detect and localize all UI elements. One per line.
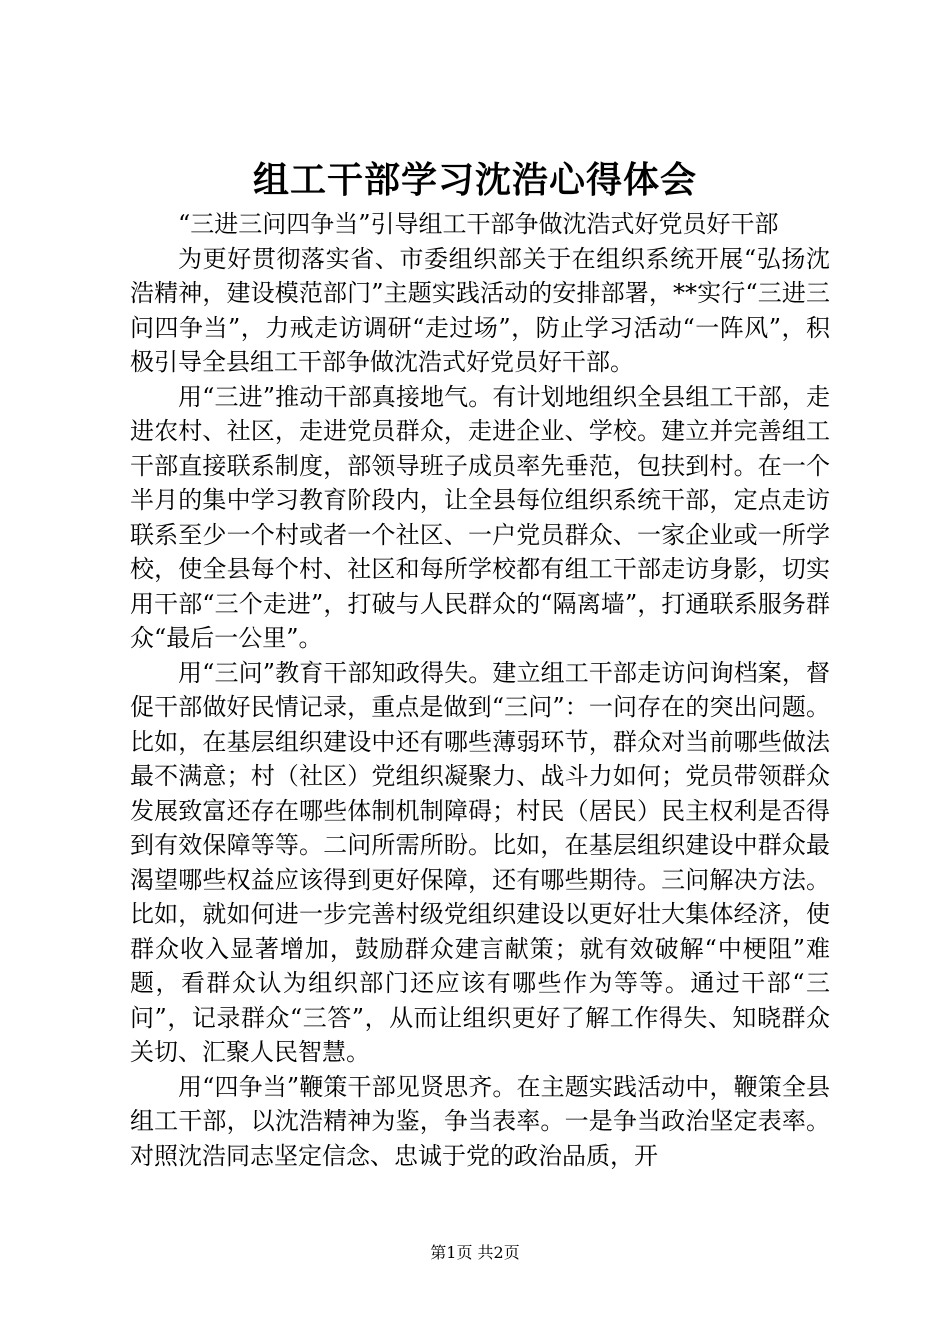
- paragraph-subtitle: “三进三问四争当”引导组工干部争做沈浩式好党员好干部: [178, 210, 779, 238]
- document-title: 组工干部学习沈浩心得体会: [252, 159, 697, 201]
- paragraph-san-jin: 用“三进”推动干部真接地气。有计划地组织全县组工干部，走进农村、社区，走进党员群众，走进企业、学校。建立并完善组工干部直接联系制度，部领导班子成员率先垂范，包扶到村。在一个半月的集中学习教育阶段内，让全县每位组织系统干部，定点走访联系至少一个村或者一个社区、一户党员群众、一家企业或一所学校，使全县每个村、社区和每所学校都有组工干部走访身影，切实用干部“三个走进”，打破与人民群众的“隔离墙”，打通联系服务群众“最后一公里”。: [130, 382, 830, 652]
- paragraph-intro: 为更好贯彻落实省、市委组织部关于在组织系统开展“弘扬沈浩精神，建设模范部门”主题实践活动的安排部署，**实行“三进三问四争当”，力戒走访调研“走过场”，防止学习活动“一阵风”，积极引导全县组工干部争做沈浩式好党员好干部。: [130, 244, 830, 376]
- paragraph-si-zheng-dang: 用“四争当”鞭策干部见贤思齐。在主题实践活动中，鞭策全县组工干部，以沈浩精神为鉴，争当表率。一是争当政治坚定表率。对照沈浩同志坚定信念、忠诚于党的政治品质，开: [130, 1072, 830, 1170]
- paragraph-san-wen: 用“三问”教育干部知政得失。建立组工干部走访问询档案，督促干部做好民情记录，重点是做到“三问”：一问存在的突出问题。比如，在基层组织建设中还有哪些薄弱环节，群众对当前哪些做法最不满意；村（社区）党组织凝聚力、战斗力如何；党员带领群众发展致富还存在哪些体制机制障碍；村民（居民）民主权利是否得到有效保障等等。二问所需所盼。比如，在基层组织建设中群众最渴望哪些权益应该得到更好保障，还有哪些期待。三问解决方法。比如，就如何进一步完善村级党组织建设以更好壮大集体经济，使群众收入显著增加，鼓励群众建言献策；就有效破解“中梗阻”难题，看群众认为组织部门还应该有哪些作为等等。通过干部“三问”，记录群众“三答”，从而让组织更好了解工作得失、知晓群众关切、汇聚人民智慧。: [130, 658, 830, 1066]
- page-footer: 第1页 共2页: [430, 1243, 520, 1262]
- document-body: [130, 207, 830, 1173]
